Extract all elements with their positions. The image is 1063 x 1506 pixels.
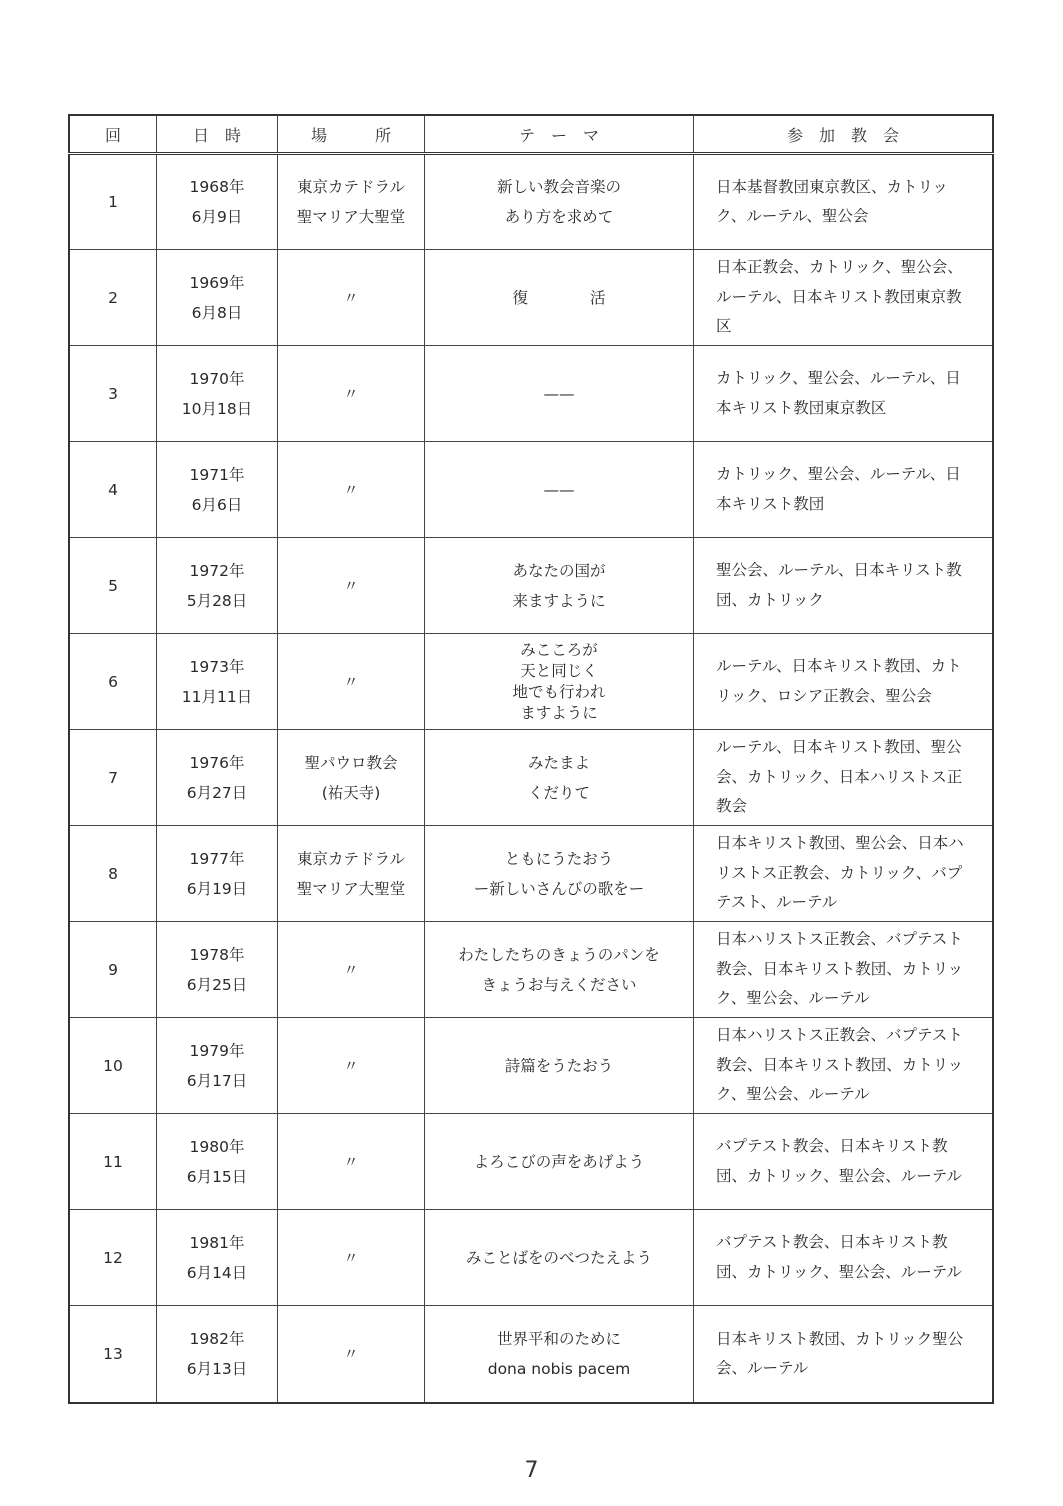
date-day: 6月17日 [186, 1071, 248, 1090]
cell-churches [694, 634, 994, 730]
cell-date [157, 634, 278, 730]
cell-place [278, 826, 425, 922]
table-row [69, 154, 993, 250]
date-year: 1973年 [189, 657, 245, 676]
churches-text: バプテスト教会、日本キリスト教団、カトリック、聖公会、ルーテル [716, 1137, 962, 1185]
cell-place [278, 1114, 425, 1210]
churches-text: ルーテル、日本キリスト教団、カトリック、ロシア正教会、聖公会 [716, 657, 962, 705]
cell-place [278, 154, 425, 250]
theme-line: —— [543, 384, 575, 403]
theme-line: あなたの国が [512, 561, 606, 580]
table-header [69, 115, 993, 154]
churches-text: 日本キリスト教団、聖公会、日本ハリストス正教会、カトリック、バプテスト、ルーテル [716, 834, 964, 912]
cell-date [157, 250, 278, 346]
table-row [69, 1114, 993, 1210]
header-row [69, 115, 993, 154]
date-year: 1980年 [189, 1137, 245, 1156]
theme-line: ともにうたおう [504, 849, 614, 868]
cell-churches [694, 442, 994, 538]
cell-date [157, 1018, 278, 1114]
cell-theme [425, 1114, 694, 1210]
date-day: 11月11日 [181, 687, 253, 706]
cell-theme [425, 442, 694, 538]
cell-date [157, 1306, 278, 1404]
table-row [69, 1210, 993, 1306]
cell-theme [425, 1306, 694, 1404]
table-row [69, 346, 993, 442]
table-row [69, 730, 993, 826]
date-day: 6月9日 [191, 208, 243, 226]
theme-line: あり方を求めて [504, 208, 614, 226]
cell-date [157, 922, 278, 1018]
churches-text: 日本ハリストス正教会、バプテスト教会、日本キリスト教団、カトリック、聖公会、ルーテル [716, 930, 964, 1008]
theme-line: よろこびの声をあげよう [473, 1152, 645, 1171]
cell-churches [694, 538, 994, 634]
churches-text: カトリック、聖公会、ルーテル、日本キリスト教団 [716, 465, 961, 513]
cell-date [157, 154, 278, 250]
place-line: 〃 [343, 576, 359, 595]
date-day: 10月18日 [181, 399, 253, 418]
table-body [69, 154, 993, 1404]
table-row [69, 1018, 993, 1114]
header-date: 日 時 [157, 115, 278, 154]
cell-place [278, 1210, 425, 1306]
place-line: 〃 [343, 1248, 359, 1267]
cell-date [157, 730, 278, 826]
cell-no: 9 [69, 922, 157, 1018]
cell-place [278, 1018, 425, 1114]
header-churches: 参 加 教 会 [694, 115, 994, 154]
place-line: 〃 [343, 960, 359, 979]
cell-no: 1 [69, 154, 157, 250]
theme-line: 来ますように [512, 591, 606, 610]
cell-date [157, 346, 278, 442]
table-row [69, 442, 993, 538]
date-day: 6月27日 [186, 783, 248, 802]
cell-no: 2 [69, 250, 157, 346]
concert-history-table-wrap [68, 114, 990, 1404]
cell-theme [425, 730, 694, 826]
header-place: 場 所 [278, 115, 425, 154]
place-line: (祐天寺) [321, 783, 381, 802]
date-year: 1978年 [189, 945, 245, 964]
place-line: 東京カテドラル [296, 178, 406, 196]
date-year: 1977年 [189, 849, 245, 868]
theme-line: ー新しいさんびの歌をー [473, 879, 645, 898]
table-row [69, 1306, 993, 1404]
date-day: 6月8日 [191, 303, 243, 322]
theme-line: 世界平和のために [496, 1330, 621, 1348]
place-line: 〃 [343, 288, 359, 307]
cell-theme [425, 346, 694, 442]
cell-no: 4 [69, 442, 157, 538]
cell-theme [425, 154, 694, 250]
theme-line: みたまよ [527, 753, 590, 772]
date-year: 1982年 [189, 1330, 245, 1348]
place-line: 〃 [343, 1056, 359, 1075]
place-line: 聖マリア大聖堂 [296, 879, 406, 898]
date-day: 5月28日 [186, 591, 248, 610]
theme-line: 新しい教会音楽の [496, 178, 621, 196]
churches-text: 聖公会、ルーテル、日本キリスト教団、カトリック [716, 561, 962, 609]
page-number: 7 [524, 1458, 539, 1483]
cell-churches [694, 826, 994, 922]
theme-line: dona nobis pacem [487, 1360, 631, 1378]
theme-line: くだりて [527, 783, 590, 802]
cell-theme [425, 634, 694, 730]
date-year: 1979年 [189, 1041, 245, 1060]
theme-line: きょうお与えください [481, 975, 637, 994]
cell-place [278, 634, 425, 730]
cell-no: 6 [69, 634, 157, 730]
place-line: 〃 [343, 1345, 359, 1363]
cell-no: 11 [69, 1114, 157, 1210]
date-day: 6月25日 [186, 975, 248, 994]
churches-text: 日本キリスト教団、カトリック聖公会、ルーテル [716, 1329, 964, 1377]
cell-place [278, 922, 425, 1018]
date-year: 1969年 [189, 273, 245, 292]
theme-line: 天と同じく [520, 661, 598, 680]
churches-text: バプテスト教会、日本キリスト教団、カトリック、聖公会、ルーテル [716, 1233, 962, 1281]
theme-line: 詩篇をうたおう [504, 1056, 614, 1075]
cell-churches [694, 154, 994, 250]
cell-date [157, 1114, 278, 1210]
concert-history-table [68, 114, 994, 1404]
date-day: 6月14日 [186, 1263, 248, 1282]
theme-line: —— [543, 480, 575, 499]
theme-line: 地でも行われ [512, 682, 606, 701]
theme-line: 復 活 [512, 288, 606, 307]
theme-line: ますように [520, 703, 598, 722]
churches-text: カトリック、聖公会、ルーテル、日本キリスト教団東京教区 [716, 369, 961, 417]
place-line: 〃 [343, 384, 359, 403]
theme-line: みこころが [520, 640, 598, 659]
place-line: 〃 [343, 480, 359, 499]
cell-place [278, 1306, 425, 1404]
date-year: 1972年 [189, 561, 245, 580]
cell-place [278, 250, 425, 346]
cell-no: 7 [69, 730, 157, 826]
date-day: 6月6日 [191, 495, 243, 514]
churches-text: 日本基督教団東京教区、カトリック、ルーテル、聖公会 [716, 177, 948, 225]
cell-churches [694, 1018, 994, 1114]
date-day: 6月19日 [186, 879, 248, 898]
cell-place [278, 346, 425, 442]
theme-line: わたしたちのきょうのパンを [458, 945, 660, 964]
date-year: 1981年 [189, 1233, 245, 1252]
cell-place [278, 538, 425, 634]
cell-no: 13 [69, 1306, 157, 1404]
churches-text: 日本ハリストス正教会、バプテスト教会、日本キリスト教団、カトリック、聖公会、ルーテル [716, 1026, 964, 1104]
place-line: 東京カテドラル [296, 849, 406, 868]
place-line: 聖マリア大聖堂 [296, 208, 406, 226]
cell-churches [694, 250, 994, 346]
cell-churches [694, 730, 994, 826]
cell-theme [425, 538, 694, 634]
churches-text: 日本正教会、カトリック、聖公会、ルーテル、日本キリスト教団東京教区 [716, 258, 963, 336]
cell-no: 3 [69, 346, 157, 442]
table-row [69, 634, 993, 730]
cell-place [278, 730, 425, 826]
cell-churches [694, 1114, 994, 1210]
cell-churches [694, 1210, 994, 1306]
cell-no: 5 [69, 538, 157, 634]
cell-churches [694, 922, 994, 1018]
date-year: 1971年 [189, 465, 245, 484]
place-line: 〃 [343, 672, 359, 691]
table-row [69, 922, 993, 1018]
table-row [69, 826, 993, 922]
theme-line: みことばをのべつたえよう [465, 1248, 652, 1267]
cell-theme [425, 1018, 694, 1114]
cell-place [278, 442, 425, 538]
cell-date [157, 826, 278, 922]
date-year: 1976年 [189, 753, 245, 772]
cell-no: 8 [69, 826, 157, 922]
date-year: 1968年 [189, 178, 245, 196]
cell-theme [425, 922, 694, 1018]
cell-churches [694, 346, 994, 442]
cell-date [157, 442, 278, 538]
table-row [69, 538, 993, 634]
cell-theme [425, 1210, 694, 1306]
cell-no: 10 [69, 1018, 157, 1114]
header-theme: テ ー マ [425, 115, 694, 154]
cell-no: 12 [69, 1210, 157, 1306]
place-line: 〃 [343, 1152, 359, 1171]
date-day: 6月13日 [186, 1360, 248, 1378]
header-no: 回 [69, 115, 157, 154]
place-line: 聖パウロ教会 [304, 753, 398, 772]
date-day: 6月15日 [186, 1167, 248, 1186]
cell-date [157, 538, 278, 634]
cell-theme [425, 250, 694, 346]
table-row [69, 250, 993, 346]
cell-date [157, 1210, 278, 1306]
churches-text: ルーテル、日本キリスト教団、聖公会、カトリック、日本ハリストス正教会 [716, 738, 963, 816]
cell-churches [694, 1306, 994, 1404]
date-year: 1970年 [189, 369, 245, 388]
cell-theme [425, 826, 694, 922]
